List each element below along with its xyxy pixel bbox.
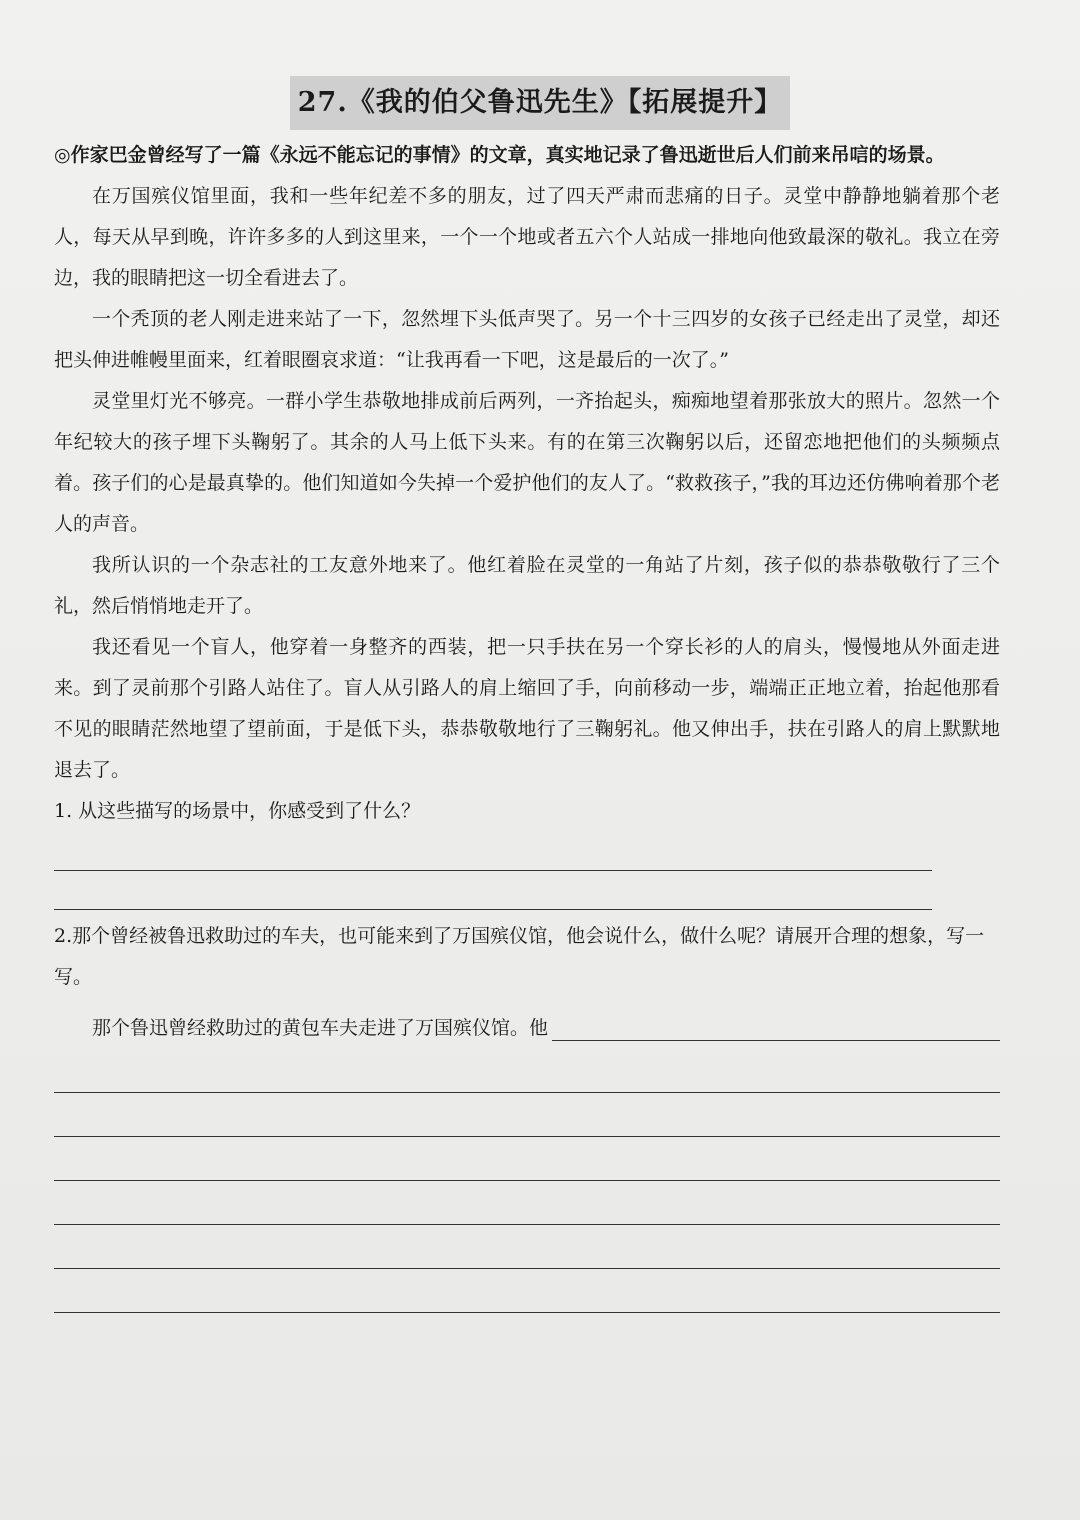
passage-paragraph: 一个秃顶的老人刚走进来站了一下，忽然埋下头低声哭了。另一个十三四岁的女孩子已经走出了灵堂，却还把头伸进帷幔里面来，红着眼圈哀求道：“让我再看一下吧，这是最后的一次了。” [54, 308, 1000, 371]
passage-paragraph: 在万国殡仪馆里面，我和一些年纪差不多的朋友，过了四天严肃而悲痛的日子。灵堂中静静地躺着那个老人，每天从早到晚，许许多多的人到这里来，一个一个地或者五六个人站成一排地向他致最深的敬礼。我立在旁边，我的眼睛把这一切全看进去了。 [54, 185, 1000, 289]
passage-paragraph: 我所认识的一个杂志社的工友意外地来了。他红着脸在灵堂的一角站了片刻，孩子似的恭恭敬敬行了三个礼，然后悄悄地走开了。 [54, 554, 1000, 617]
question-2: 2.那个曾经被鲁迅救助过的车夫，也可能来到了万国殡仪馆，他会说什么，做什么呢？请展开合理的想象，写一写。 [54, 925, 985, 988]
answer-line-q2[interactable] [54, 1230, 1000, 1269]
intro-text: ◎作家巴金曾经写了一篇《永远不能忘记的事情》的文章，真实地记录了鲁迅逝世后人们前来吊唁的场景。 [54, 144, 945, 166]
answer-line-q2[interactable] [54, 1142, 1000, 1181]
worksheet-content [54, 135, 1000, 1313]
answer-line-q2[interactable] [54, 1098, 1000, 1137]
page-title: 27.《我的伯父鲁迅先生》【拓展提升】 [290, 76, 790, 130]
answer-line-q1[interactable] [54, 877, 932, 910]
passage-paragraph: 我还看见一个盲人，他穿着一身整齐的西装，把一只手扶在另一个穿长衫的人的肩头，慢慢地从外面走进来。到了灵前那个引路人站住了。盲人从引路人的肩上缩回了手，向前移动一步，端端正正地立着，抬起他那看不见的眼睛茫然地望了望前面，于是低下头，恭恭敬敬地行了三鞠躬礼。他又伸出手，扶在引路人的肩上默默地退去了。 [54, 636, 1000, 781]
answer-line-q2[interactable] [54, 1054, 1000, 1093]
answer-starter-text: 那个鲁迅曾经救助过的黄包车夫走进了万国殡仪馆。他 [92, 1017, 549, 1039]
title-wrap [0, 76, 1080, 130]
passage-paragraph: 灵堂里灯光不够亮。一群小学生恭敬地排成前后两列，一齐抬起头，痴痴地望着那张放大的照片。忽然一个年纪较大的孩子埋下头鞠躬了。其余的人马上低下头来。有的在第三次鞠躬以后，还留恋地把他们的头频频点着。孩子们的心是最真挚的。他们知道如今失掉一个爱护他们的友人了。“救救孩子，”我的耳边还仿佛响着那个老人的声音。 [54, 390, 1000, 535]
answer-starter-row [54, 1008, 1000, 1049]
answer-line-q2[interactable] [54, 1274, 1000, 1313]
question-1: 1. 从这些描写的场景中，你感受到了什么？ [54, 800, 421, 822]
answer-line-q1[interactable] [54, 838, 932, 871]
answer-line-q2[interactable] [54, 1186, 1000, 1225]
answer-line-q2-first[interactable] [552, 1040, 1000, 1041]
